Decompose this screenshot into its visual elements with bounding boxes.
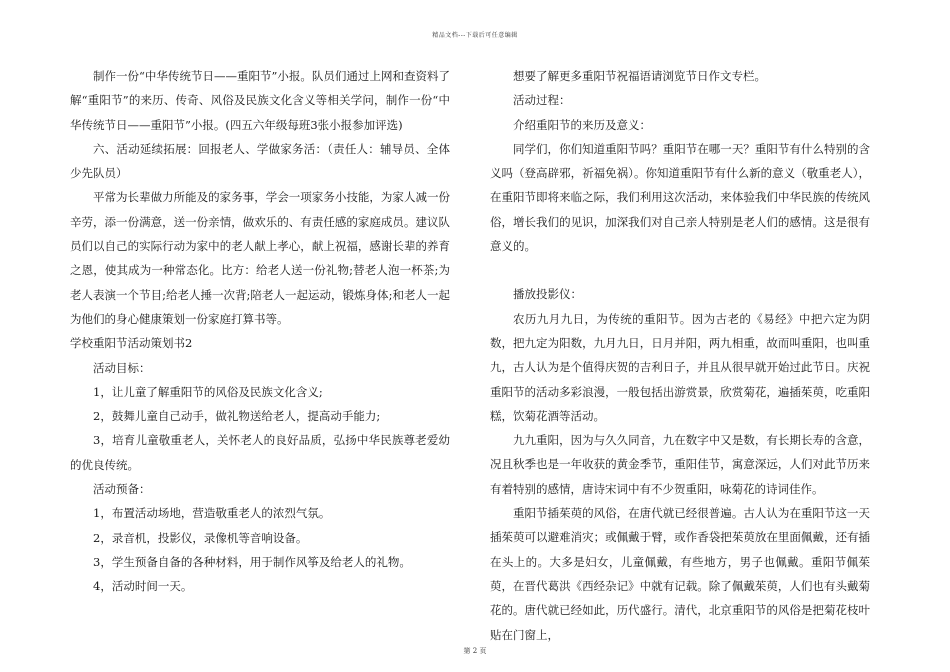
paragraph-handbill: 制作一份“中华传统节日——重阳节”小报。队员们通过上网和查资料了解“重阳节”的来历、传奇、风俗及民族文化含义等相关学问，制作一份“中华传统节日——重阳节”小报。(四五六年级每班3张小报参加评选) [70,69,450,132]
paragraph-zhuyu: 重阳节插茱萸的风俗，在唐代就已经很普遍。古人认为在重阳节这一天插茱萸可以避难消灾；或佩戴于臂，或作香袋把茱萸放在里面佩戴，还有插在头上的。大多是妇女，儿童佩戴，有些地方，男子也佩戴。重阳节佩茱萸，在晋代葛洪《西经杂记》中就有记载。除了佩戴茱萸，人们也有头戴菊花的。唐代就已经如此，历代盛行。清代，北京重阳节的风俗是把菊花枝叶贴在门窗上， [490,506,870,642]
prep-heading: 活动预备： [93,482,151,497]
left-column [70,64,450,599]
prep-item-4: 4，活动时间一天。 [93,579,193,594]
prep-item-3: 3，学生预备自备的各种材料，用于制作风筝及给老人的礼物。 [93,554,411,569]
goal-item-3: 3，培育儿童敬重老人，关怀老人的良好品质，弘扬中华民族尊老爱幼的优良传统。 [70,433,450,472]
paragraph-housework: 平常为长辈做力所能及的家务事，学会一项家务小技能，为家人减一份辛劳，添一份满意，送一份亲情，做欢乐的、有责任感的家庭成员。建议队员们以自己的实际行动为家中的老人献上孝心，献上祝福，感谢长辈的养育之恩，使其成为一种常态化。比方：给老人送一份礼物;替老人泡一杯茶;为老人表演一个节目;给老人捶一次背;陪老人一起运动，锻炼身体;和老人一起为他们的身心健康策划一份家庭打算书等。 [70,190,450,326]
page-header: 精品文档---下载后可任意编辑 [432,32,518,39]
goal-item-2: 2，鼓舞儿童自己动手，做礼物送给老人，提高动手能力; [93,409,381,424]
prep-item-1: 1，布置活动场地，营造敬重老人的浓烈气氛。 [93,506,331,521]
paragraph-more-info: 想要了解更多重阳节祝福语请浏览节日作文专栏。 [513,69,766,83]
paragraph-extension: 六、活动延续拓展：回报老人、学做家务活：（责任人：辅导员、全体少先队员） [70,141,450,181]
prep-item-2: 2，录音机，投影仪，录像机等音响设备。 [93,530,308,545]
projector-heading: 播放投影仪： [513,287,582,302]
page-number: 第 2 页 [463,647,487,655]
paragraph-intro: 同学们，你们知道重阳节吗？重阳节在哪一天？重阳节有什么特别的含义吗（登高辟邪，祈福免祸）。你知道重阳节有什么新的意义（敬重老人），在重阳节即将来临之际，我们利用这次活动，来体验我们中华民族的传统风俗，增长我们的见识，加深我们对自己亲人特别是老人们的感情。这是很有意义的。 [490,141,870,254]
intro-heading: 介绍重阳节的来历及意义： [513,117,651,132]
process-heading: 活动过程： [513,93,571,108]
paragraph-origin: 农历九月九日，为传统的重阳节。因为古老的《易经》中把六定为阴数，把九定为阳数，九月九日，日月并阳，两九相重，故而叫重阳，也叫重九，古人认为是个值得庆贺的吉利日子，并且从很早就开始过此节日。庆祝重阳节的活动多彩浪漫，一般包括出游赏景，欣赏菊花，遍插茱萸，吃重阳糕，饮菊花酒等活动。 [490,311,870,423]
section-title: 学校重阳节活动策划书2 [70,336,193,351]
paragraph-double-nine: 九九重阳，因为与久久同音，九在数字中又是数，有长期长寿的含意，况且秋季也是一年收获的黄金季节，重阳佳节，寓意深远，人们对此节历来有着特别的感情，唐诗宋词中有不少贺重阳，咏菊花的诗词佳作。 [490,433,870,496]
right-column [490,64,870,647]
goal-heading: 活动目标： [93,360,151,375]
goal-item-1: 1，让儿童了解重阳节的风俗及民族文化含义; [93,384,323,399]
